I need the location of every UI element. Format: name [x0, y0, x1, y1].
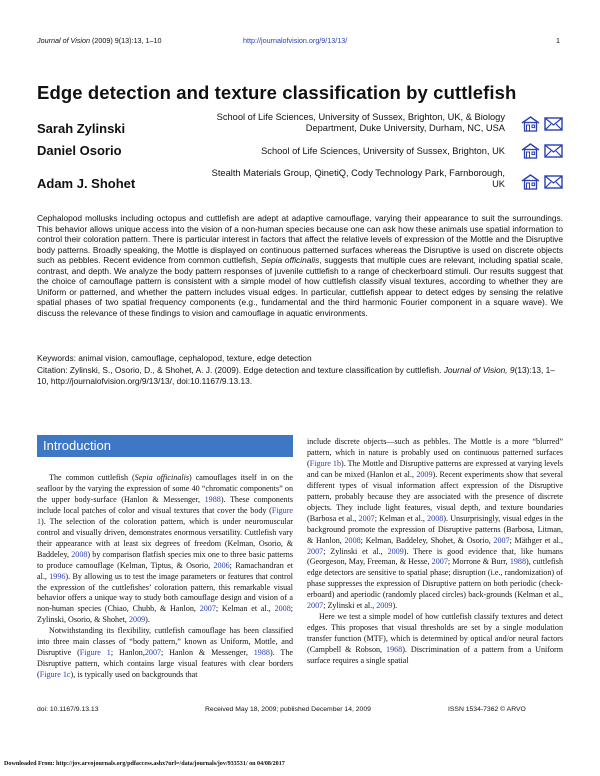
paragraph: Here we test a simple model of how cuttlefish classify textures and detect edges. This proposes that visual thresholds are set by a single modulation transfer function (MTF), which is determined by optical and/or neural factors (Campbell & Robson, 1968). Discrimination of a pattern from a Uniform surface requires a single spatial [307, 612, 563, 666]
page-number: 1 [556, 36, 560, 45]
reference-link[interactable]: 2007 [431, 557, 448, 567]
citation-text: (13):13, 1–10, http://journalofvision.org/9/13/13/, doi:10.1167/9.13.13. [37, 365, 555, 386]
journal-citation: (2009) 9(13):13, 1–10 [92, 36, 162, 45]
reference-link[interactable]: 2007 [144, 648, 162, 658]
reference-link[interactable]: 2008 [344, 535, 361, 545]
article-url[interactable]: http://journalofvision.org/9/13/13/ [243, 36, 348, 45]
home-icon[interactable] [521, 174, 540, 190]
footer-issn: ISSN 1534-7362 © ARVO [448, 706, 526, 713]
reference-link[interactable]: 2007 [307, 546, 324, 556]
author-links [521, 116, 563, 132]
citation-journal: Journal of Vision, [443, 365, 508, 375]
reference-link[interactable]: 2009 [128, 615, 146, 625]
mail-icon[interactable] [544, 116, 563, 132]
citation [37, 365, 563, 386]
paragraph: Notwithstanding its flexibility, cuttlefish camouflage has been classified into three main classes of “body pattern,” known as Uniform, Mottle, and Disruptive (Figure 1; Hanlon,2007; Hanlon & Messenger, 1988). The Disruptive pattern, which contains large visual features with clear borders (Figure 1c), is typically used on backgrounds that [37, 626, 293, 680]
abstract-text: , suggests that multiple cues are relevant, including spatial scale, contrast, and depth. We analyze the body pattern responses of juvenile cuttlefish to a range of checkerboard stimuli. Our results suggest that the choice of camouflage pattern is consistent with a simple model of how cuttlefish classify visual textures, according to whether they are Uniform or patterned, and whether the pattern includes visual edges. In particular, cuttlefish appear to detect edges by sensing the relative spatial phases of two spatial frequency components (e.g., fundamental and the third harmonic Fourier component in a square wave). We discuss the relevance of these findings to vision and camouflage in aquatic environments. [37, 255, 563, 318]
author-links [521, 174, 563, 190]
reference-link[interactable]: 2009 [387, 546, 404, 556]
reference-link[interactable]: 1996 [49, 571, 66, 581]
section-heading: Introduction [43, 438, 111, 453]
reference-link[interactable]: 2007 [199, 604, 216, 614]
paragraph: include discrete objects—such as pebbles. The Mottle is a more “blurred” pattern, which in nature is probably used on continuous patterned surfaces (Figure 1b). The Mottle and Disruptive patterns are expressed at varying levels and can be mixed (Hanlon et al., 2009). Recent experiments show that several different types of visual information affect expression of the Disruptive pattern, probably because they are associated with the presence of discrete objects. They include light features, visual depth, and texture boundaries (Barbosa et al., 2007; Kelman et al., 2008). Unsurprisingly, visual edges in the background promote the expression of Disruptive patterns (Barbosa, Litman, & Hanlon, 2008; Kelman, Baddeley, Shohet, & Osorio, 2007; Mäthger et al., 2007; Zylinski et al., 2009). There is good evidence that, like humans (Georgeson, May, Freeman, & Hesse, 2007; Morrone & Burr, 1988), cuttlefish edge detectors are sensitive to spatial phase; disruption (i.e., randomization) of phase suppresses the expression of Disruptive pattern on both periodic (check-erboard) and aperiodic (randomly placed circles) back-grounds (Kelman et al., 2007; Zylinski et al., 2009). [307, 437, 564, 611]
reference-link[interactable]: 2006 [213, 560, 230, 570]
citation-volume: 9 [509, 365, 515, 375]
reference-link[interactable]: 2007 [493, 535, 510, 545]
reference-link[interactable]: 2009 [416, 469, 433, 479]
reference-link[interactable]: 2008 [427, 513, 444, 523]
author-affiliation: Stealth Materials Group, QinetiQ, Cody Technology Park, Farnborough, UK [211, 168, 505, 189]
footer-received: Received May 18, 2009; published December 14, 2009 [205, 706, 371, 713]
species-name: Sepia officinalis [260, 255, 320, 266]
home-icon[interactable] [521, 143, 540, 159]
home-icon[interactable] [521, 116, 540, 132]
paragraph: The common cuttlefish (Sepia officinalis) camouflages itself in on the seafloor by the varying the expression of some 40 “chromatic components” on the upper body-surface (Hanlon & Messenger, 1988). These components include local patches of color and visual textures that cover the body (Figure 1). The selection of the coloration pattern, which is under neuromuscular control and visually driven, demonstrates enormous versatility. Cuttlefish vary their appearance with at least six degrees of freedom (Kelman, Osorio, & Baddeley, 2008) by comparison flatfish species mix one to three basic patterns to produce camouflage (Kelman, Tiptus, & Osorio, 2006; Ramachandran et al., 1996). By allowing us to test the image parameters or features that control the expression of the cuttlefishes’ coloration pattern, this remarkable visual behavior offers a unique way to study both camouflage design and vision of a non-human species (Chiao, Chubb, & Hanlon, 2007; Kelman et al., 2008; Zylinski, Osorio, & Shohet, 2009). [37, 473, 293, 625]
body-column-left [37, 473, 293, 681]
keywords: Keywords: animal vision, camouflage, cephalopod, texture, edge detection [37, 353, 312, 363]
reference-link[interactable]: 1988 [509, 557, 527, 567]
citation-text: Citation: Zylinski, S., Osorio, D., & Shohet, A. J. (2009). Edge detection and texture classification by cuttlefish. [37, 365, 442, 375]
figure-link[interactable]: Figure 1c [39, 670, 71, 680]
reference-link[interactable]: 1968 [386, 645, 403, 655]
author-name: Adam J. Shohet [37, 176, 136, 191]
reference-link[interactable]: 1988 [253, 648, 270, 658]
footer-doi: doi: 10.1167/9.13.13 [37, 706, 99, 713]
reference-link[interactable]: 2008 [274, 604, 291, 614]
reference-link[interactable]: 1988 [204, 494, 221, 504]
figure-link[interactable]: Figure 1 [79, 648, 111, 658]
reference-link[interactable]: 2007 [307, 601, 324, 611]
figure-link[interactable]: Figure 1b [309, 458, 341, 468]
mail-icon[interactable] [544, 174, 563, 190]
author-affiliation: School of Life Sciences, University of Sussex, Brighton, UK [261, 146, 505, 156]
journal-name: Journal of Vision [37, 36, 91, 45]
author-name: Sarah Zylinski [37, 121, 126, 136]
mail-icon[interactable] [544, 143, 563, 159]
article-title: Edge detection and texture classification by cuttlefish [37, 82, 517, 103]
section-heading-bar [37, 435, 293, 457]
reference-link[interactable]: 2007 [358, 513, 375, 523]
abstract-text: Cephalopod mollusks including octopus and cuttlefish are adept at adaptive camouflage, varying their appearance to suit the surroundings. This behavior allows unique access into the vision of a non-human species because one can ask how these animals use spatial information to control their coloration pattern. There is particular interest in factors that affect the relative levels of expression of the Mottle and the Disruptive body patterns. Broadly speaking, the Mottle is displayed on continuous patterned surfaces whereas the Disruptive is used on discrete objects such as pebbles. Recent evidence from common cuttlefish, [37, 213, 563, 266]
abstract [37, 213, 563, 318]
author-links [521, 143, 563, 159]
reference-link[interactable]: 2009 [376, 601, 393, 611]
body-column-right [307, 437, 563, 667]
running-header [37, 36, 162, 45]
author-name: Daniel Osorio [37, 143, 122, 158]
download-notice: Downloaded From: http://jov.arvojournals.org/pdfaccess.ashx?url=/data/journals/jov/933531/ on 04/08/2017 [4, 761, 285, 767]
figure-link[interactable]: Figure 1 [37, 505, 293, 526]
reference-link[interactable]: 2008 [71, 549, 88, 559]
author-affiliation: School of Life Sciences, University of Sussex, Brighton, UK, & Biology Department, Duke University, Durham, NC, USA [216, 112, 505, 133]
